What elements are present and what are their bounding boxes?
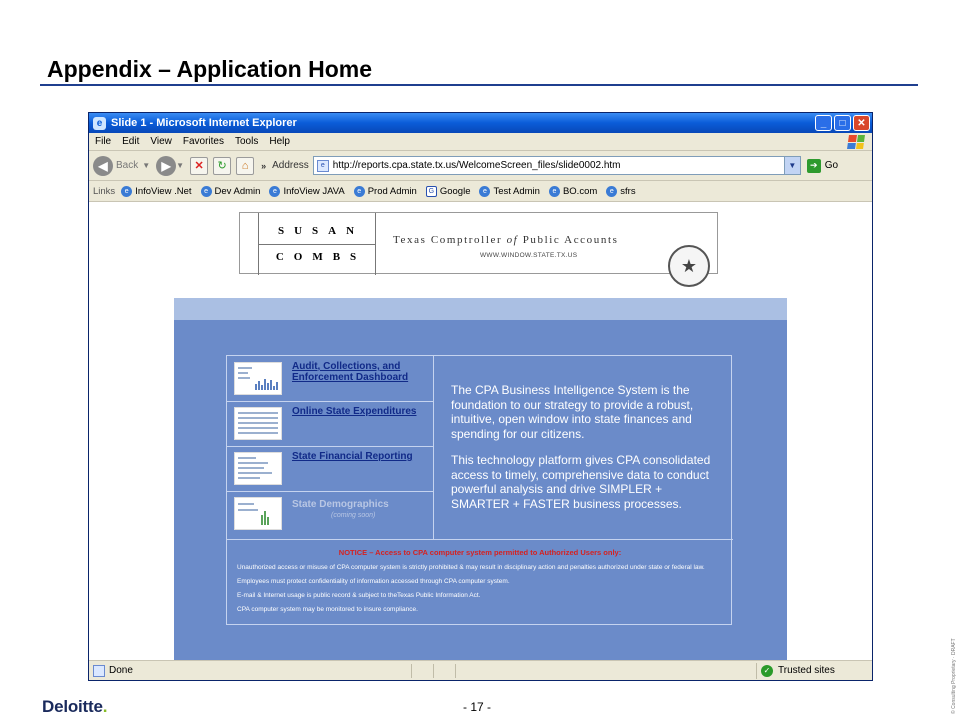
links-bar	[89, 181, 872, 202]
link-label[interactable]: InfoView .Net	[135, 185, 192, 197]
back-arrow-icon[interactable]: ◀	[93, 156, 113, 176]
app-item-state-demographics	[227, 491, 433, 536]
notice-title: NOTICE – Access to CPA computer system permitted to Authorized Users only:	[338, 548, 622, 557]
window-title: Slide 1 - Microsoft Internet Explorer	[111, 117, 297, 129]
refresh-icon[interactable]: ↻	[213, 157, 231, 175]
deloitte-logo	[42, 697, 107, 717]
link-page-icon: e	[549, 186, 560, 197]
notice-line: Employees must protect confidentiality of information accessed through CPA computer system.	[237, 578, 510, 585]
status-segment	[411, 664, 433, 678]
column-divider	[433, 356, 434, 539]
app-item-financial-reporting[interactable]	[227, 446, 433, 491]
side-disclaimer-text: © Consulting Proprietary · DRAFT	[951, 638, 957, 714]
agency-header	[239, 212, 718, 274]
link-label[interactable]: Test Admin	[493, 185, 540, 197]
coming-soon-label: (coming soon)	[331, 512, 376, 519]
address-input[interactable]	[313, 156, 801, 175]
logo-text: Deloitte	[42, 697, 103, 716]
menu-tools[interactable]: Tools	[234, 136, 259, 147]
link-bo-com[interactable]	[549, 186, 597, 197]
link-test-admin[interactable]	[479, 186, 539, 197]
browser-window	[88, 112, 873, 681]
app-link-audit-dashboard[interactable]: Audit, Collections, and Enforcement Dashboard	[292, 361, 409, 383]
standard-toolbar	[89, 151, 872, 181]
link-page-icon: e	[354, 186, 365, 197]
link-dev-admin[interactable]	[201, 186, 261, 197]
notice-text	[237, 564, 727, 620]
go-arrow-icon[interactable]: ➔	[807, 159, 821, 173]
slide-title: Appendix – Application Home	[47, 56, 373, 82]
side-disclaimer	[948, 615, 956, 715]
menu-help[interactable]: Help	[269, 136, 290, 147]
name-divider	[258, 244, 376, 245]
name-row-last: COMBS	[275, 251, 367, 263]
menu-file[interactable]: File	[95, 136, 112, 147]
link-page-icon: e	[479, 186, 490, 197]
status-bar	[89, 660, 872, 680]
windows-flag-icon	[847, 135, 865, 149]
links-label: Links	[93, 185, 116, 197]
menu-favorites[interactable]: Favorites	[182, 136, 224, 147]
window-titlebar[interactable]	[89, 113, 872, 133]
stop-icon[interactable]: ✕	[190, 157, 208, 175]
page-number: - 17 -	[463, 700, 492, 714]
status-segment	[455, 664, 477, 678]
logo-dot: .	[102, 697, 108, 716]
title-rule	[40, 84, 918, 86]
app-label-state-demographics: State Demographics	[292, 499, 389, 510]
state-seal-icon: ★	[668, 245, 710, 287]
link-label[interactable]: BO.com	[562, 185, 598, 197]
page-icon: e	[317, 160, 329, 172]
agency-name-start: Texas Comptroller	[393, 234, 507, 246]
description-paragraph-2: This technology platform gives CPA consolidated access to timely, comprehensive data to conduct powerful analysis and drive SIMPLER + SMARTER + FASTER business processes.	[451, 453, 711, 511]
description-paragraph-1: The CPA Business Intelligence System is the foundation to our strategy to provide a robust, intuitive, open window into state finances and spending for our citizens.	[451, 383, 694, 441]
forward-arrow-icon[interactable]: ▶	[156, 156, 176, 176]
home-icon[interactable]: ⌂	[236, 157, 254, 175]
page-status-icon	[93, 665, 105, 677]
link-prod-admin[interactable]	[354, 186, 417, 197]
google-icon: G	[426, 186, 437, 197]
app-link-financial-reporting[interactable]: State Financial Reporting	[292, 451, 413, 462]
ie-logo-icon: e	[93, 117, 106, 130]
link-label[interactable]: Dev Admin	[214, 185, 261, 197]
link-label[interactable]: sfrs	[620, 185, 636, 197]
address-label: Address	[272, 160, 309, 171]
agency-name-of: of	[506, 234, 519, 246]
link-label[interactable]: Google	[439, 185, 471, 197]
notice-line: E-mail & Internet usage is public record & subject to theTexas Public Information Act.	[237, 592, 481, 599]
zone-label: Trusted sites	[778, 665, 835, 676]
link-google[interactable]	[426, 186, 471, 197]
menu-view[interactable]: View	[150, 136, 172, 147]
expenditures-thumbnail	[234, 407, 282, 440]
panel-header-band	[174, 298, 787, 320]
name-row-first: SUSAN	[277, 225, 365, 237]
link-page-icon: e	[269, 186, 280, 197]
status-segment	[433, 664, 455, 678]
link-label[interactable]: Prod Admin	[367, 185, 417, 197]
back-button-label[interactable]: Back	[116, 160, 139, 171]
app-item-audit-dashboard[interactable]	[227, 356, 433, 401]
trusted-check-icon: ✓	[761, 665, 773, 677]
page-content	[89, 202, 872, 660]
link-page-icon: e	[606, 186, 617, 197]
address-dropdown-icon[interactable]: ▼	[784, 157, 800, 174]
close-button[interactable]: ✕	[853, 115, 870, 131]
link-page-icon: e	[201, 186, 212, 197]
maximize-button[interactable]: □	[834, 115, 851, 131]
address-value[interactable]: http://reports.cpa.state.tx.us/WelcomeScreen_files/slide0002.htm	[332, 160, 621, 171]
link-label[interactable]: InfoView JAVA	[283, 185, 345, 197]
dashboard-thumbnail	[234, 362, 282, 395]
link-sfrs[interactable]	[606, 186, 635, 197]
financial-reporting-thumbnail	[234, 452, 282, 485]
app-menu-box	[226, 355, 732, 625]
notice-line: CPA computer system may be monitored to insure compliance.	[237, 606, 418, 613]
go-button[interactable]: Go	[824, 160, 839, 171]
toolbar-overflow-icon[interactable]: »	[261, 160, 267, 171]
security-zone[interactable]	[756, 663, 872, 679]
minimize-button[interactable]: _	[815, 115, 832, 131]
system-description	[451, 383, 719, 511]
back-dropdown-icon[interactable]: ▼	[142, 161, 151, 170]
link-infoview-java[interactable]	[269, 186, 344, 197]
notice-divider	[227, 539, 733, 540]
welcome-panel	[174, 298, 787, 660]
forward-dropdown-icon[interactable]: ▼	[176, 161, 185, 170]
link-page-icon: e	[121, 186, 132, 197]
menu-bar	[89, 133, 872, 151]
status-text: Done	[109, 665, 133, 676]
link-infoview-net[interactable]	[121, 186, 191, 197]
notice-line: Unauthorized access or misuse of CPA computer system is strictly prohibited & may result in disciplinary action and penalties authorized under state or federal law.	[237, 564, 705, 571]
app-link-online-expenditures[interactable]: Online State Expenditures	[292, 406, 417, 417]
demographics-thumbnail	[234, 497, 282, 530]
agency-name	[393, 234, 619, 246]
app-item-online-expenditures[interactable]	[227, 401, 433, 446]
menu-edit[interactable]: Edit	[122, 136, 140, 147]
agency-name-end: Public Accounts	[518, 234, 619, 246]
agency-url: WWW.WINDOW.STATE.TX.US	[480, 252, 578, 259]
